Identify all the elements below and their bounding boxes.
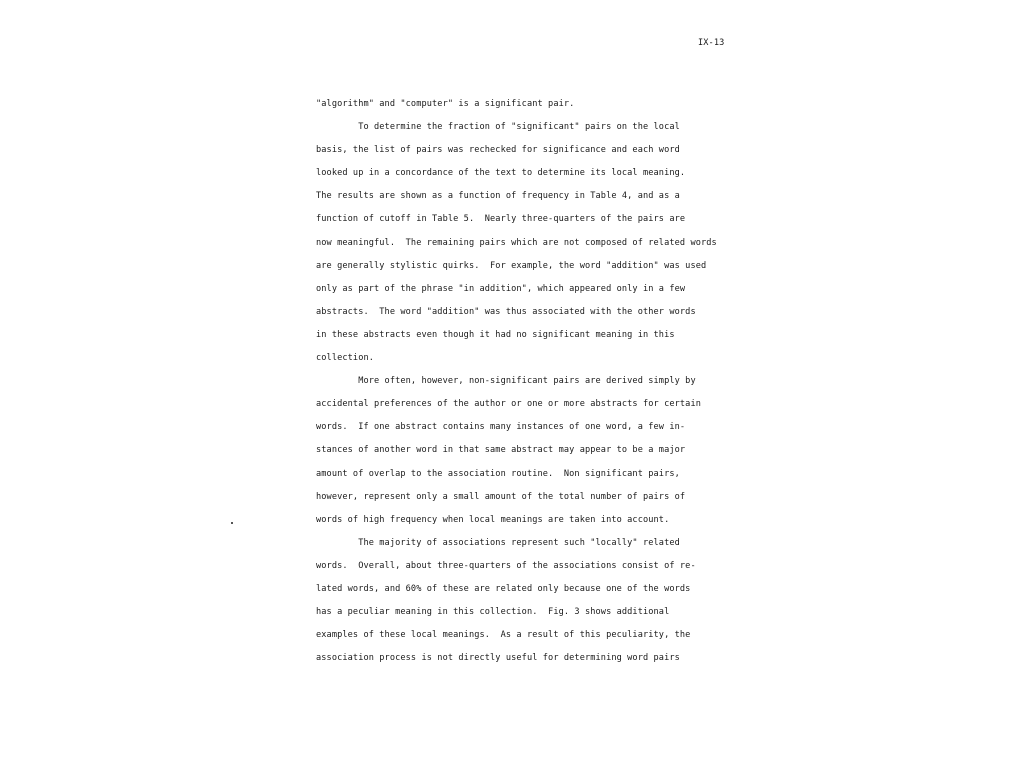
text-line: words of high frequency when local meanings are taken into account. xyxy=(316,514,670,525)
text-line: To determine the fraction of "significant" pairs on the local xyxy=(316,122,680,133)
text-line: only as part of the phrase "in addition", which appeared only in a few xyxy=(316,283,686,294)
page-number: IX-13 xyxy=(698,38,725,48)
text-line: words. If one abstract contains many instances of one word, a few in- xyxy=(316,422,686,433)
text-line: now meaningful. The remaining pairs which are not composed of related words xyxy=(316,237,717,248)
scan-speck xyxy=(231,522,233,524)
text-line: in these abstracts even though it had no significant meaning in this xyxy=(316,329,675,340)
text-line: lated words, and 60% of these are related only because one of the words xyxy=(316,583,691,594)
text-line: association process is not directly useful for determining word pairs xyxy=(316,653,680,664)
text-line: basis, the list of pairs was rechecked for significance and each word xyxy=(316,145,680,156)
text-line: stances of another word in that same abstract may appear to be a major xyxy=(316,445,686,456)
text-line: function of cutoff in Table 5. Nearly three-quarters of the pairs are xyxy=(316,214,686,225)
text-line: The results are shown as a function of frequency in Table 4, and as a xyxy=(316,191,680,202)
text-line: accidental preferences of the author or one or more abstracts for certain xyxy=(316,399,701,410)
text-line: has a peculiar meaning in this collection. Fig. 3 shows additional xyxy=(316,607,670,618)
text-line: examples of these local meanings. As a result of this peculiarity, the xyxy=(316,630,691,641)
text-line: amount of overlap to the association routine. Non significant pairs, xyxy=(316,468,680,479)
text-line: however, represent only a small amount of the total number of pairs of xyxy=(316,491,686,502)
text-line: "algorithm" and "computer" is a significant pair. xyxy=(316,99,575,109)
body-text xyxy=(316,96,736,673)
text-line: looked up in a concordance of the text to determine its local meaning. xyxy=(316,168,686,179)
text-line: collection. xyxy=(316,353,375,364)
text-line: are generally stylistic quirks. For example, the word "addition" was used xyxy=(316,260,707,271)
text-line: words. Overall, about three-quarters of the associations consist of re- xyxy=(316,560,696,571)
text-line: abstracts. The word "addition" was thus associated with the other words xyxy=(316,306,696,317)
text-line: The majority of associations represent such "locally" related xyxy=(316,537,680,548)
text-line: More often, however, non-significant pairs are derived simply by xyxy=(316,376,696,387)
